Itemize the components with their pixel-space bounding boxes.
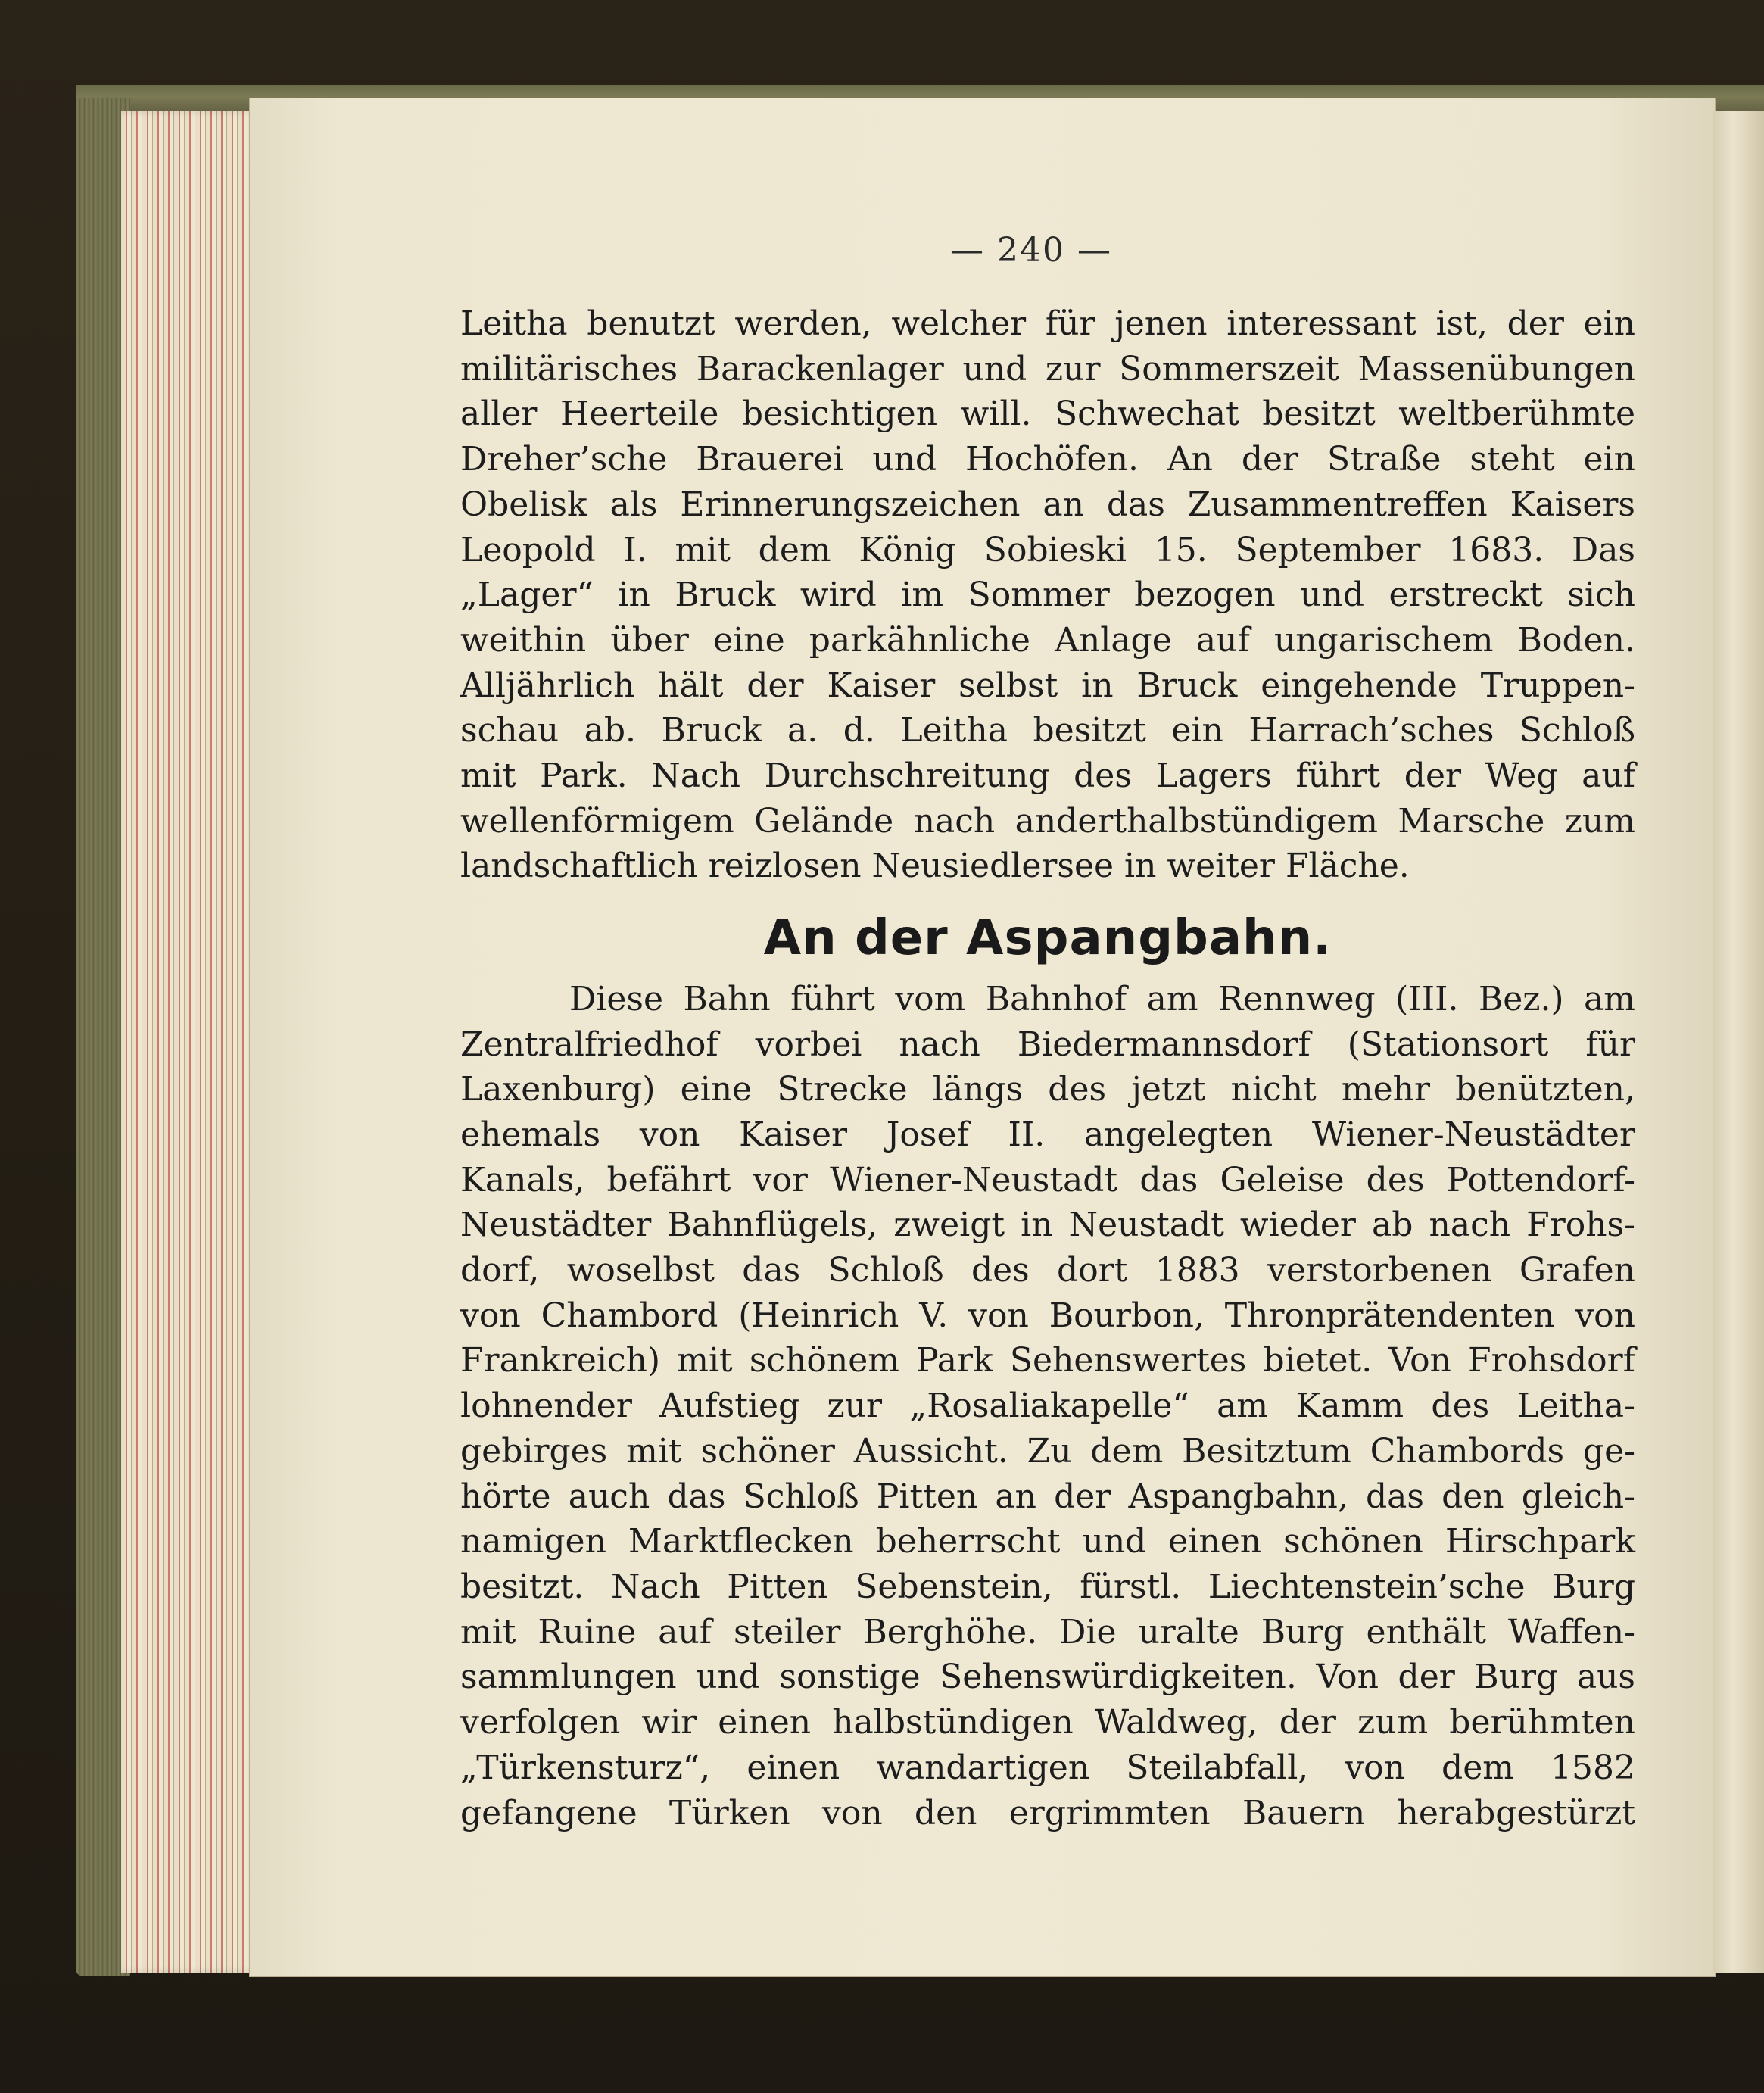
text-line: militärisches Barackenlager und zur Sommerszeit Massenübungen [460, 349, 1635, 388]
page-text [460, 301, 1635, 1836]
text-line: schau ab. Bruck a. d. Leitha besitzt ein Harrach’sches Schloß [460, 711, 1635, 750]
text-line: Obelisk als Erinnerungszeichen an das Zusammentreffen Kaisers [460, 485, 1635, 524]
section-heading: An der Aspangbahn. [763, 910, 1332, 967]
text-line: aller Heerteile besichtigen will. Schwechat besitzt weltberühmte [460, 395, 1635, 434]
text-line: Alljährlich hält der Kaiser selbst in Bruck eingehende Truppen- [460, 666, 1635, 705]
text-line: weithin über eine parkähnliche Anlage auf ungarischem Boden. [460, 620, 1635, 660]
text-line: dorf, woselbst das Schloß des dort 1883 verstorbenen Grafen [460, 1251, 1635, 1290]
text-line: namigen Marktflecken beherrscht und einen schönen Hirschpark [460, 1522, 1635, 1561]
text-line: ehemals von Kaiser Josef II. angelegten Wiener-Neustädter [460, 1115, 1635, 1154]
text-line: Laxenburg) eine Strecke längs des jetzt nicht mehr benützten, [460, 1070, 1635, 1109]
text-line: sammlungen und sonstige Sehenswürdigkeiten. Von der Burg aus [460, 1658, 1635, 1697]
page-number: — 240 — [950, 231, 1112, 270]
text-line: verfolgen wir einen halbstündigen Waldweg, der zum berühmten [460, 1703, 1635, 1742]
text-line: besitzt. Nach Pitten Sebenstein, fürstl. Liechtenstein’sche Burg [460, 1567, 1635, 1606]
text-line: Leitha benutzt werden, welcher für jenen interessant ist, der ein [460, 304, 1635, 343]
text-line: Kanals, befährt vor Wiener-Neustadt das Geleise des Pottendorf- [460, 1160, 1635, 1199]
text-line: „Türkensturz“, einen wandartigen Steilabfall, von dem 1582 [460, 1748, 1635, 1787]
paragraph-leitha [460, 301, 1635, 889]
paragraph-aspangbahn [460, 977, 1635, 1836]
page-right-edge [1713, 111, 1764, 1973]
text-line: lohnender Aufstieg zur „Rosaliakapelle“ am Kamm des Leitha- [460, 1386, 1635, 1426]
text-line: Frankreich) mit schönem Park Sehenswertes bietet. Von Frohsdorf [460, 1341, 1635, 1380]
text-line: Leopold I. mit dem König Sobieski 15. September 1683. Das [460, 530, 1635, 569]
text-line: mit Ruine auf steiler Berghöhe. Die uralte Burg enthält Waffen- [460, 1612, 1635, 1652]
page-stack-edges [121, 111, 261, 1973]
text-line: Diese Bahn führt vom Bahnhof am Rennweg (III. Bez.) am [569, 979, 1635, 1018]
text-line: gebirges mit schöner Aussicht. Zu dem Besitztum Chambords ge- [460, 1431, 1635, 1471]
text-line: gefangene Türken von den ergrimmten Bauern herabgestürzt [460, 1793, 1635, 1833]
text-line: wellenförmigem Gelände nach anderthalbstündigem Marsche zum [460, 801, 1635, 841]
text-line: hörte auch das Schloß Pitten an der Aspangbahn, das den gleich- [460, 1477, 1635, 1516]
text-line: „Lager“ in Bruck wird im Sommer bezogen und erstreckt sich [460, 575, 1635, 615]
text-line: landschaftlich reizlosen Neusiedlersee in weiter Fläche. [460, 847, 1410, 886]
text-line: Dreher’sche Brauerei und Hochöfen. An der Straße steht ein [460, 440, 1635, 479]
text-line: mit Park. Nach Durchschreitung des Lagers führt der Weg auf [460, 756, 1635, 796]
text-line: von Chambord (Heinrich V. von Bourbon, Thronprätendenten von [460, 1296, 1635, 1335]
text-line: Neustädter Bahnflügels, zweigt in Neustadt wieder ab nach Frohs- [460, 1206, 1635, 1245]
text-line: Zentralfriedhof vorbei nach Biedermannsdorf (Stationsort für [460, 1025, 1635, 1064]
